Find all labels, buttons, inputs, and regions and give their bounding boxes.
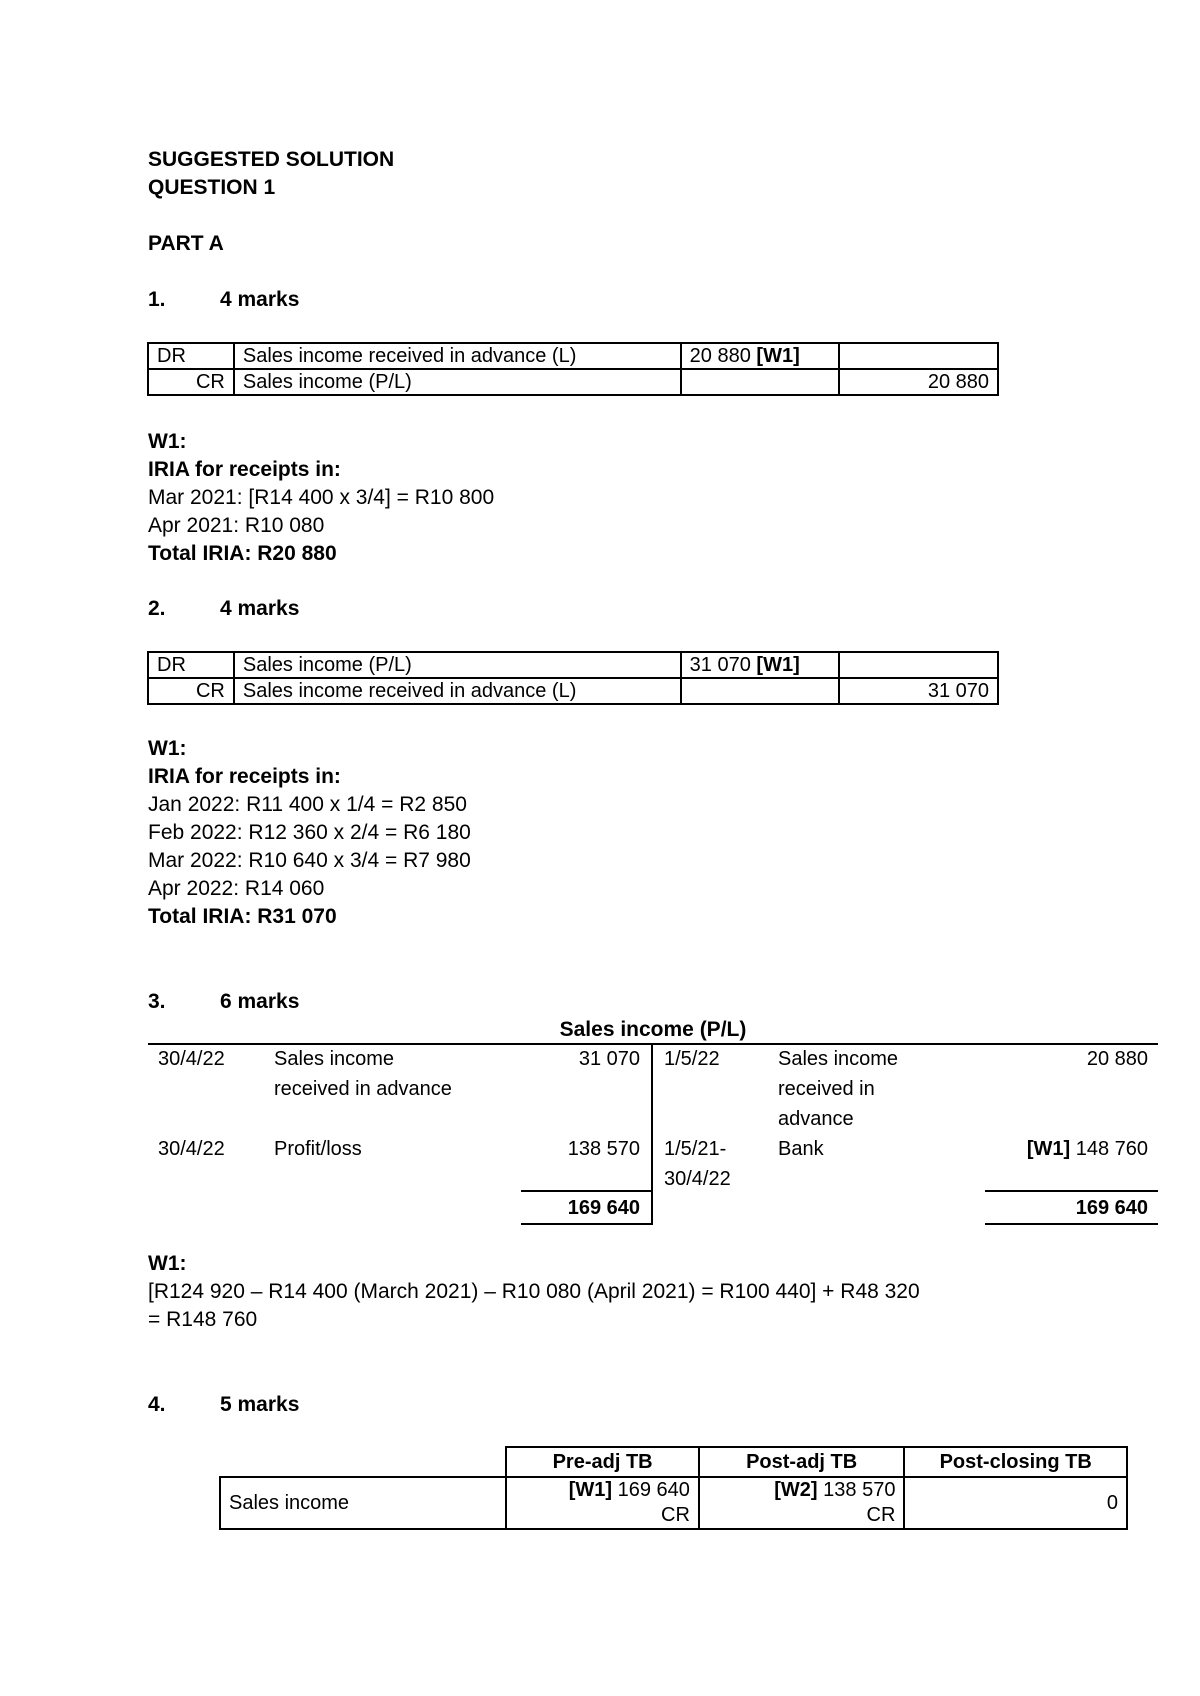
ledger-right-desc: received in	[778, 1078, 875, 1100]
pre-adj-cell	[506, 1477, 699, 1529]
ledger-right-date: 1/5/22	[664, 1048, 720, 1070]
q4-number: 4.	[148, 1393, 166, 1416]
post-closing-cell: 0	[904, 1477, 1127, 1529]
q3-working-line: = R148 760	[148, 1308, 258, 1331]
column-header: Post-adj TB	[699, 1447, 905, 1477]
pre-adj-ref: [W1]	[568, 1479, 613, 1501]
q1-marks: 4 marks	[220, 288, 300, 311]
q1-journal-table	[147, 342, 999, 396]
ledger-right-amount	[980, 1134, 1148, 1164]
ledger-right-desc: Bank	[778, 1138, 824, 1160]
ledger-right-ref: [W1]	[1026, 1138, 1071, 1160]
ledger-right-date: 30/4/22	[664, 1168, 731, 1190]
q2-marks: 4 marks	[220, 597, 300, 620]
q3-number: 3.	[148, 990, 166, 1013]
journal-side: CR	[148, 369, 234, 395]
q2-working-total: Total IRIA: R31 070	[148, 905, 337, 928]
journal-credit	[839, 652, 998, 678]
journal-debit	[681, 678, 840, 704]
ledger-right-amount-value: 148 760	[1075, 1138, 1148, 1160]
ledger-right-date: 1/5/21-	[664, 1138, 727, 1160]
row-label: Sales income	[220, 1477, 506, 1529]
q2-journal-row	[148, 652, 998, 678]
q3-marks: 6 marks	[220, 990, 300, 1013]
q1-working-line: Apr 2021: R10 080	[148, 514, 325, 537]
pre-adj-side: CR	[661, 1504, 690, 1526]
q1-working-line: Mar 2021: [R14 400 x 3/4] = R10 800	[148, 486, 495, 509]
document-title: SUGGESTED SOLUTION	[148, 148, 395, 171]
q4-marks: 5 marks	[220, 1393, 300, 1416]
ledger-left-amount: 138 570	[567, 1138, 640, 1160]
q3-working-label: W1:	[148, 1252, 187, 1275]
ledger-left-desc: received in advance	[274, 1078, 452, 1100]
q1-working-label: W1:	[148, 430, 187, 453]
q1-working-heading: IRIA for receipts in:	[148, 458, 341, 481]
post-adj-side: CR	[866, 1504, 896, 1526]
journal-side: DR	[148, 652, 234, 678]
journal-credit: 20 880	[839, 369, 998, 395]
ledger-divider	[651, 1043, 653, 1225]
q2-number: 2.	[148, 597, 166, 620]
ledger-right-amount: 20 880	[1086, 1048, 1148, 1070]
ledger-left-desc: Sales income	[274, 1048, 395, 1070]
journal-account: Sales income (P/L)	[234, 369, 681, 395]
q2-working-line: Mar 2022: R10 640 x 3/4 = R7 980	[148, 849, 471, 872]
post-adj-cell	[699, 1477, 905, 1529]
column-header: Post-closing TB	[904, 1447, 1127, 1477]
journal-account: Sales income received in advance (L)	[234, 678, 681, 704]
q2-working-heading: IRIA for receipts in:	[148, 765, 341, 788]
ledger-right-total-underline	[985, 1223, 1158, 1225]
q2-working-line: Jan 2022: R11 400 x 1/4 = R2 850	[148, 793, 467, 816]
trial-balance-table	[219, 1446, 1128, 1530]
journal-account: Sales income (P/L)	[234, 652, 681, 678]
ledger-left-total-rule	[521, 1190, 653, 1192]
q1-number: 1.	[148, 288, 166, 311]
ledger-title: Sales income (P/L)	[559, 1018, 747, 1041]
journal-debit	[681, 369, 840, 395]
ledger-left-desc: Profit/loss	[274, 1138, 362, 1160]
journal-side: CR	[148, 678, 234, 704]
q2-journal-row	[148, 678, 998, 704]
part-heading: PART A	[148, 232, 224, 255]
post-adj-amount: 138 570	[823, 1479, 896, 1501]
journal-credit: 31 070	[839, 678, 998, 704]
q2-working-line: Apr 2022: R14 060	[148, 877, 325, 900]
pre-adj-amount: 169 640	[617, 1479, 690, 1501]
debit-amount: 20 880	[689, 345, 751, 367]
column-header: Pre-adj TB	[506, 1447, 699, 1477]
ledger-left-date: 30/4/22	[158, 1048, 225, 1070]
post-adj-ref: [W2]	[774, 1479, 818, 1501]
journal-debit	[681, 343, 840, 369]
q2-working-line: Feb 2022: R12 360 x 2/4 = R6 180	[148, 821, 471, 844]
ledger-left-date: 30/4/22	[158, 1138, 225, 1160]
debit-ref: [W1]	[756, 345, 800, 367]
ledger-right-desc: advance	[778, 1108, 854, 1130]
q1-journal-row	[148, 343, 998, 369]
trial-balance-header-row	[220, 1447, 1127, 1477]
q3-working-line: [R124 920 – R14 400 (March 2021) – R10 080 (April 2021) = R100 440] + R48 320	[148, 1280, 920, 1303]
ledger-right-total-rule	[985, 1190, 1158, 1192]
journal-account: Sales income received in advance (L)	[234, 343, 681, 369]
ledger-right-total: 169 640	[1075, 1197, 1148, 1219]
ledger-left-total-underline	[521, 1223, 653, 1225]
journal-side: DR	[148, 343, 234, 369]
q2-journal-table	[147, 651, 999, 705]
q1-journal-row	[148, 369, 998, 395]
ledger-left-total: 169 640	[567, 1197, 640, 1219]
debit-amount: 31 070	[689, 654, 751, 676]
q2-working-label: W1:	[148, 737, 187, 760]
trial-balance-row	[220, 1477, 1127, 1529]
question-heading: QUESTION 1	[148, 176, 276, 199]
journal-credit	[839, 343, 998, 369]
debit-ref: [W1]	[756, 654, 800, 676]
ledger-right-desc: Sales income	[778, 1048, 899, 1070]
journal-debit	[681, 652, 840, 678]
header-blank-cell	[220, 1447, 506, 1477]
q1-working-total: Total IRIA: R20 880	[148, 542, 337, 565]
ledger-left-amount: 31 070	[578, 1048, 640, 1070]
